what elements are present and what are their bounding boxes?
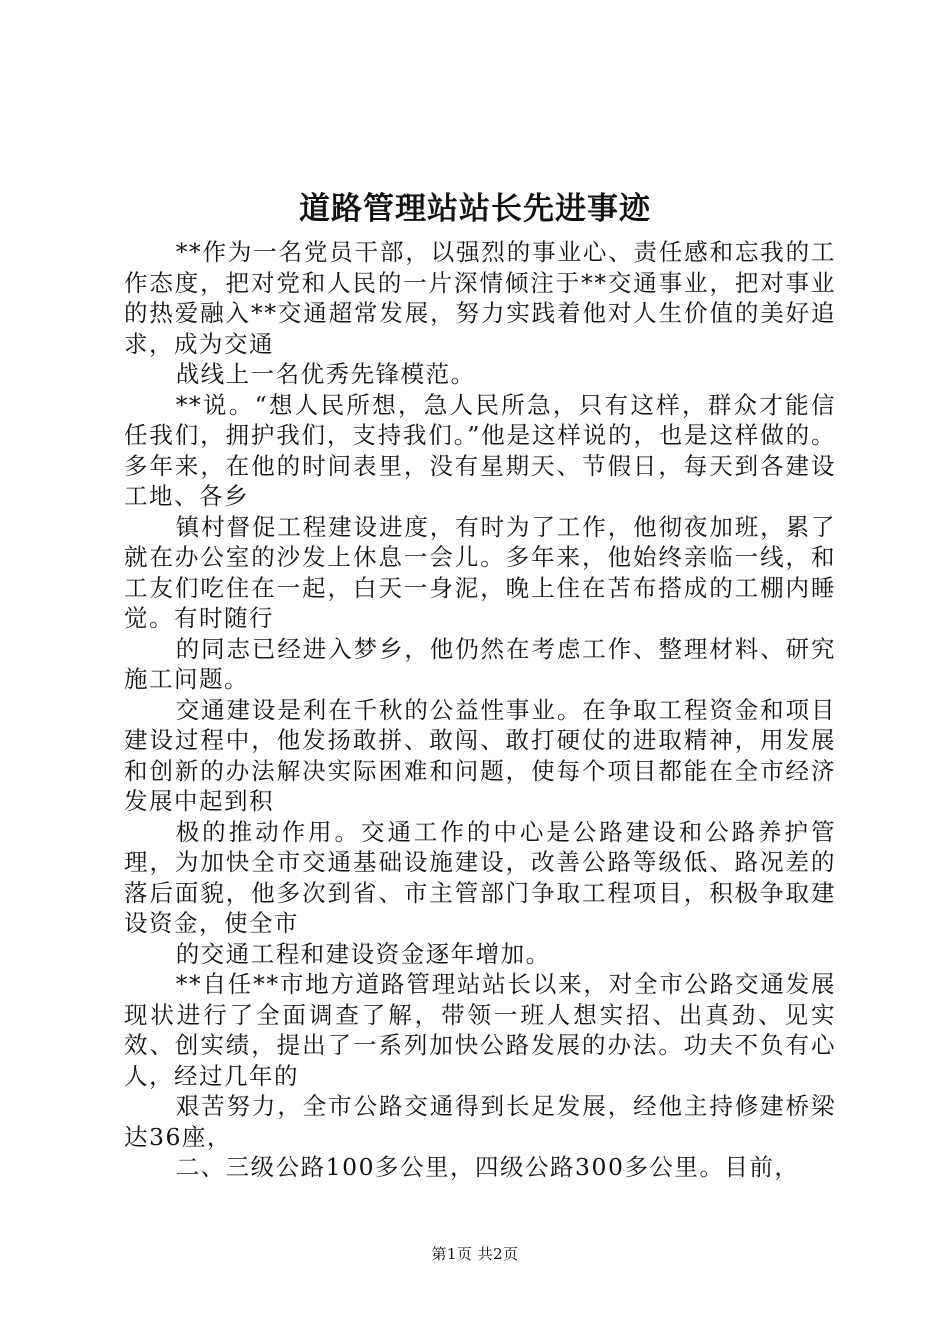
paragraph: 战线上一名优秀先锋模范。	[175, 360, 476, 388]
paragraph: 极的推动作用。交通工作的中心是公路建设和公路养护管理，为加快全市交通基础设施建设，改善公路等级低、路况差的落后面貌，他多次到省、市主管部门争取工程项目，积极争取建设资金，使全市	[124, 817, 836, 937]
paragraph: 交通建设是利在千秋的公益性事业。在争取工程资金和项目建设过程中，他发扬敢拼、敢闯、敢打硬仗的进取精神，用发展和创新的办法解决实际困难和问题，使每个项目都能在全市经济发展中起到积	[124, 695, 836, 815]
paragraph: **作为一名党员干部，以强烈的事业心、责任感和忘我的工作态度，把对党和人民的一片深情倾注于**交通事业，把对事业的热爱融入**交通超常发展，努力实践着他对人生价值的美好追求，成为交通	[124, 238, 836, 358]
paragraph: **自任**市地方道路管理站站长以来，对全市公路交通发展现状进行了全面调查了解，带领一班人想实招、出真劲、见实效、创实绩，提出了一系列加快公路发展的办法。功夫不负有心人，经过几年的	[124, 970, 836, 1090]
document-title: 道路管理站站长先进事迹	[299, 191, 651, 227]
paragraph: 二、三级公路100多公里，四级公路300多公里。目前，	[175, 1153, 800, 1181]
page-number-footer: 第1页 共2页	[431, 1245, 519, 1263]
document-body	[124, 237, 836, 1183]
paragraph: 镇村督促工程建设进度，有时为了工作，他彻夜加班，累了就在办公室的沙发上休息一会儿。多年来，他始终亲临一线，和工友们吃住在一起，白天一身泥，晚上住在苫布搭成的工棚内睡觉。有时随行	[124, 512, 836, 632]
paragraph: **说。“想人民所想，急人民所急，只有这样，群众才能信任我们，拥护我们，支持我们。”他是这样说的，也是这样做的。多年来，在他的时间表里，没有星期天、节假日，每天到各建设工地、各乡	[124, 390, 836, 510]
paragraph: 的交通工程和建设资金逐年增加。	[175, 939, 551, 968]
paragraph: 艰苦努力，全市公路交通得到长足发展，经他主持修建桥梁达36座，	[124, 1092, 836, 1151]
paragraph: 的同志已经进入梦乡，他仍然在考虑工作、整理材料、研究施工问题。	[124, 634, 836, 693]
